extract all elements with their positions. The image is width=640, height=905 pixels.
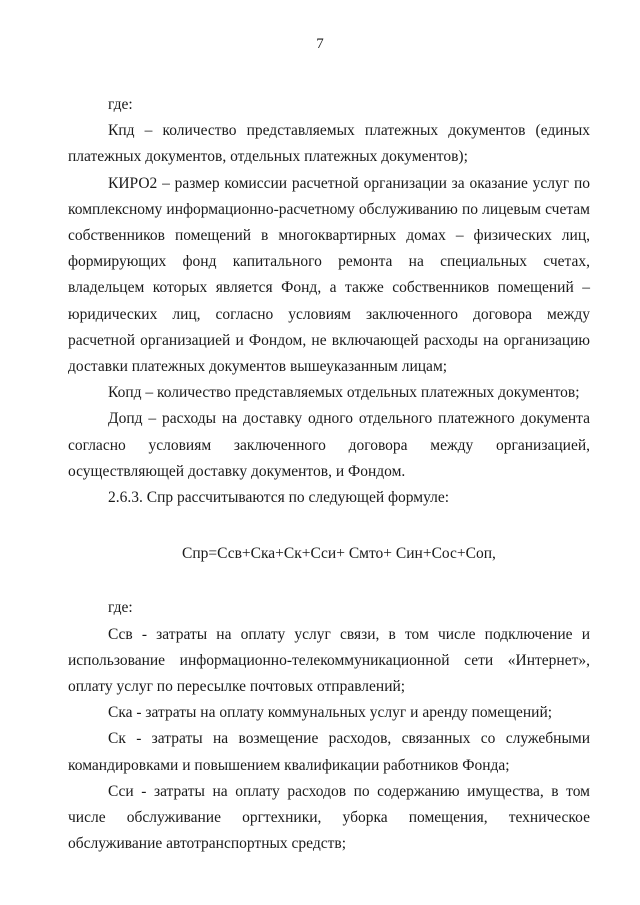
paragraph-kpd-definition: Кпд – количество представляемых платежных документов (единых платежных документов, отдельных платежных документов); — [68, 122, 590, 166]
paragraph-ssv-definition: Ссв - затраты на оплату услуг связи, в том числе подключение и использование информационно-телекоммуникационной сети «Интернет», оплату услуг по пересылке почтовых отправлений; — [68, 625, 590, 696]
formula: Спр=Ссв+Ска+Ск+Сси+ Смто+ Син+Сос+Соп, — [182, 545, 496, 563]
paragraph-where-1: где: — [108, 96, 133, 113]
page-number: 7 — [316, 36, 324, 52]
paragraph-ska-definition: Ска - затраты на оплату коммунальных услуг и аренду помещений; — [108, 704, 553, 722]
paragraph-section-2-6-3: 2.6.3. Спр рассчитываются по следующей формуле: — [108, 489, 450, 507]
paragraph-ssi-definition: Сси - затраты на оплату расходов по содержанию имущества, в том числе обслуживание оргтехники, уборка помещения, техническое обслуживание автотранспортных средств; — [68, 782, 590, 853]
paragraph-kopd-definition: Копд – количество представляемых отдельных платежных документов; — [108, 384, 580, 402]
paragraph-dopd-definition: Допд – расходы на доставку одного отдельного платежного документа согласно условиям заключенного договора между организацией, осуществляющей доставку документов, и Фондом. — [68, 410, 590, 480]
paragraph-where-2: где: — [108, 599, 133, 617]
document-body — [68, 92, 590, 857]
paragraph-sk-definition: Ск - затраты на возмещение расходов, связанных со служебными командировками и повышением квалификации работников Фонда; — [68, 730, 590, 774]
paragraph-kiro2-definition: КИРО2 – размер комиссии расчетной организации за оказание услуг по комплексному информационно-расчетному обслуживанию по лицевым счетам собственников помещений в многоквартирных домах – физических лиц, формирующих фонд капитального ремонта на специальных счетах, владельцем которых является Фонд, а также собственников помещений – юридических лиц, согласно условиям заключенного договора между расчетной организацией и Фондом, не включающей расходы на организацию доставки платежных документов вышеуказанным лицам; — [68, 174, 590, 376]
